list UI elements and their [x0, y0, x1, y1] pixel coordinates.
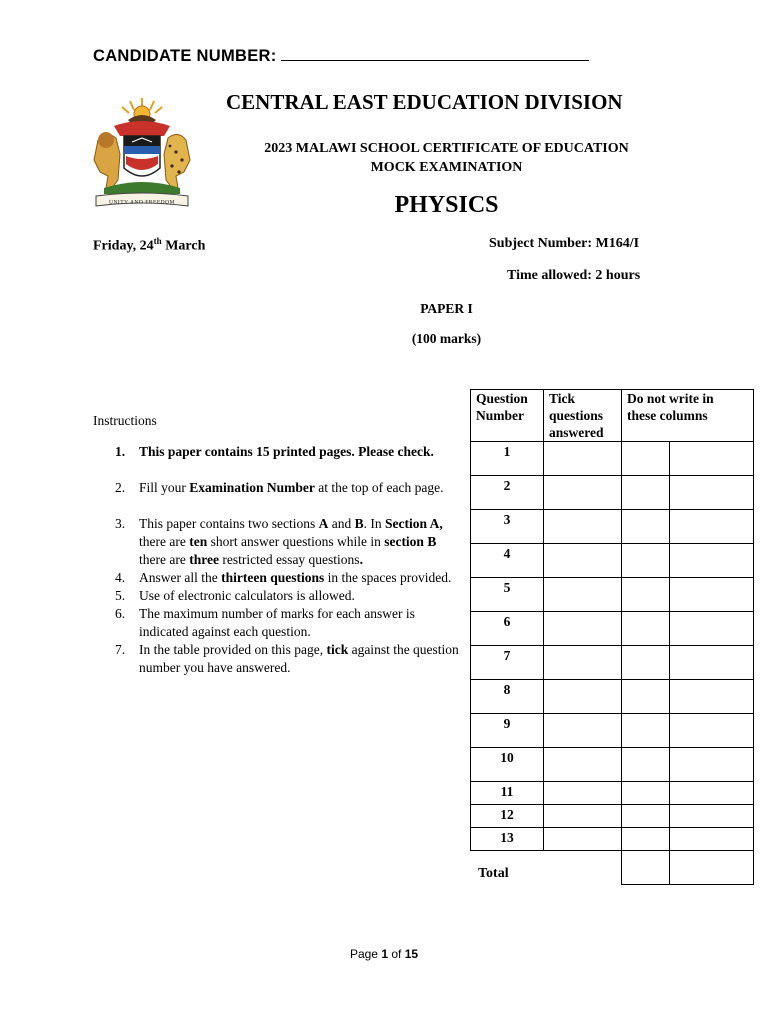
instruction-item: 2. Fill your Examination Number at the top of each page. — [115, 480, 444, 495]
instruction-item: 1. This paper contains 15 printed pages. Please check. — [115, 444, 434, 459]
table-row: 5 — [471, 578, 754, 612]
paper-label: PAPER I — [420, 301, 473, 316]
tick-cell[interactable] — [544, 544, 622, 578]
candidate-number-field — [93, 46, 589, 66]
tick-cell[interactable] — [544, 714, 622, 748]
question-tick-table — [470, 389, 754, 885]
tick-cell[interactable] — [544, 442, 622, 476]
table-row: 7 — [471, 646, 754, 680]
header-tick-questions: Tick questions answered — [544, 390, 622, 442]
time-allowed: Time allowed: 2 hours — [507, 268, 641, 283]
table-row: 12 — [471, 805, 754, 828]
crest-motto: UNITY AND FREEDOM — [108, 199, 176, 206]
instruction-item: 5. Use of electronic calculators is allowed. — [115, 588, 355, 603]
table-row: 3 — [471, 510, 754, 544]
tick-cell[interactable] — [544, 476, 622, 510]
marks-label: (100 marks) — [411, 331, 482, 346]
tick-cell[interactable] — [544, 782, 622, 805]
table-row: 4 — [471, 544, 754, 578]
tick-cell[interactable] — [544, 510, 622, 544]
exam-date: Friday, 24th March — [93, 236, 206, 254]
exam-title-line2: MOCK EXAMINATION — [370, 160, 523, 175]
table-row: 13 — [471, 828, 754, 851]
candidate-number-label: CANDIDATE NUMBER: — [93, 47, 277, 65]
candidate-number-line — [281, 46, 589, 61]
exam-title-line1: 2023 MALAWI SCHOOL CERTIFICATE OF EDUCATION — [264, 141, 629, 156]
table-row: 10 — [471, 748, 754, 782]
tick-cell[interactable] — [544, 646, 622, 680]
instructions-list — [93, 443, 461, 677]
instructions-heading: Instructions — [93, 413, 157, 428]
table-row: 9 — [471, 714, 754, 748]
table-row: 6 — [471, 612, 754, 646]
subject-number: Subject Number: M164/I — [489, 236, 640, 251]
table-row: 2 — [471, 476, 754, 510]
table-row: 1 — [471, 442, 754, 476]
table-header-row — [471, 390, 754, 442]
total-row — [471, 851, 754, 885]
division-title: CENTRAL EAST EDUCATION DIVISION — [226, 90, 623, 114]
table-row: 11 — [471, 782, 754, 805]
header-question-number: Question Number — [471, 390, 544, 442]
tick-cell[interactable] — [544, 680, 622, 714]
instruction-item: 3. This paper contains two sections A and B. In Section A, there are ten short answer questions while in section B there are three restricted essay questions. — [115, 516, 443, 567]
instruction-item: 7. In the table provided on this page, tick against the question number you have answered. — [115, 642, 459, 675]
tick-cell[interactable] — [544, 612, 622, 646]
tick-cell[interactable] — [544, 748, 622, 782]
instruction-item: 6. The maximum number of marks for each answer is indicated against each question. — [115, 606, 415, 639]
header-do-not-write: Do not write in these columns — [622, 390, 754, 442]
table-row: 8 — [471, 680, 754, 714]
tick-cell[interactable] — [544, 578, 622, 612]
tick-cell[interactable] — [544, 805, 622, 828]
subject-title: PHYSICS — [394, 192, 499, 218]
tick-cell[interactable] — [544, 828, 622, 851]
page-number: Page 1 of 15 — [349, 947, 419, 961]
instruction-item: 4. Answer all the thirteen questions in the spaces provided. — [115, 570, 452, 585]
total-label: Total — [478, 866, 509, 881]
